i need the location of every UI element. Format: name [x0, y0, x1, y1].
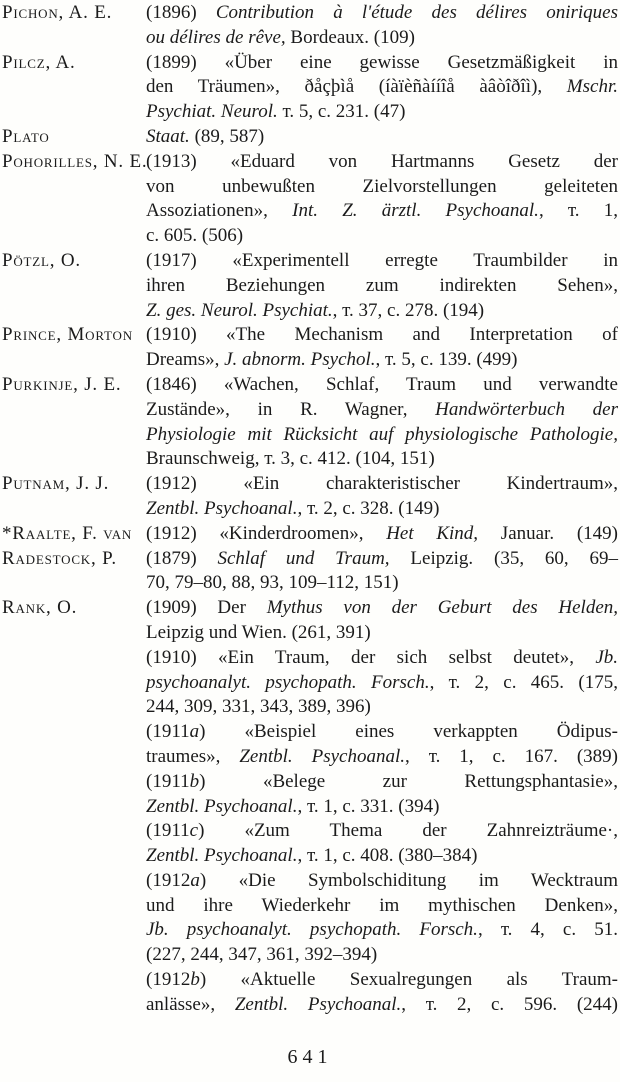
bibliography-entry: [2, 819, 618, 869]
page-number: 641: [287, 1046, 333, 1068]
reference-text-italic: Zentbl. Psychoanal.: [234, 993, 402, 1015]
bibliography-entry: [2, 125, 618, 150]
reference-line: [146, 646, 618, 671]
reference-text: ) «Die Symbolschiditung im Wecktraum: [199, 869, 618, 891]
author-name: Prince, Morton: [2, 324, 133, 346]
reference-text: (227, 244, 347, 361, 392–394): [146, 944, 378, 966]
reference-line: [146, 199, 618, 224]
bibliography-entry: [2, 968, 618, 1018]
reference-line: [146, 621, 618, 646]
reference-text: (1917) «Experimentell erregte Traumbilder in: [146, 249, 618, 271]
reference-line: [146, 522, 618, 547]
reference-text: (1896): [146, 2, 216, 23]
reference-text: Dreams»,: [146, 349, 225, 371]
reference-text: (1911: [146, 820, 190, 842]
reference-line: [146, 745, 618, 770]
reference-line: [146, 224, 618, 249]
reference-text: , т. 2, с. 596. (244): [401, 993, 618, 1015]
reference-line: [146, 75, 618, 100]
reference-text: , т. 37, с. 278. (194): [332, 299, 485, 321]
reference-text: Leipzig und Wien. (261, 391): [146, 621, 371, 643]
reference-text-italic: Zentbl. Psychoanal.: [146, 497, 298, 519]
reference-text: , т. 2, с. 465. (175,: [429, 671, 618, 693]
reference-line: [146, 968, 618, 993]
reference-text-italic: Mschr.: [566, 76, 618, 98]
reference-lines: [146, 125, 618, 150]
reference-lines: [146, 150, 618, 249]
reference-text-italic: a: [189, 721, 200, 743]
reference-text-italic: Staat.: [146, 125, 190, 147]
reference-text-italic: Jb.: [595, 646, 618, 668]
reference-line: [146, 150, 618, 175]
reference-line: [146, 720, 618, 745]
author-name: Radestock, P.: [2, 547, 117, 569]
reference-text: Januar. (149): [478, 522, 618, 544]
reference-lines: [146, 373, 618, 472]
reference-line: [146, 770, 618, 795]
bibliography-entry: [2, 596, 618, 646]
reference-text: (89, 587): [189, 125, 265, 147]
reference-line: [146, 299, 618, 324]
author-name: Pötzl, O.: [2, 249, 81, 271]
reference-text: und ihre Wiederkehr im mythischen Denken»,: [146, 894, 618, 916]
reference-text: (1912) «Kinderdroomen»,: [146, 522, 387, 544]
reference-lines: [146, 51, 618, 125]
bibliography-entry: [2, 646, 618, 720]
reference-line: [146, 993, 618, 1018]
reference-text: (1911: [146, 721, 190, 743]
bibliography-entry: [2, 522, 618, 547]
reference-text-italic: b: [190, 969, 200, 991]
reference-lines: [146, 770, 618, 820]
reference-lines: [146, 819, 618, 869]
reference-text: (1910) «The Mechanism and Interpretation of: [146, 324, 618, 346]
reference-line: [146, 869, 618, 894]
reference-line: [146, 398, 618, 423]
reference-text-italic: c: [189, 820, 199, 842]
reference-line: [146, 274, 618, 299]
reference-text: ) «Zum Thema der Zahnreizträume·,: [198, 820, 618, 842]
reference-text: , т. 5, с. 139. (499): [375, 349, 518, 371]
reference-text: (1846) «Wachen, Schlaf, Traum und verwandte: [146, 373, 618, 395]
reference-lines: [146, 547, 618, 597]
reference-line: [146, 423, 618, 448]
reference-line: [146, 819, 618, 844]
reference-text: den Träumen», ðåçþìå (íàïèñàííîå àâòîðîì),: [146, 76, 567, 98]
reference-text: , т. 1, с. 167. (389): [405, 745, 618, 767]
reference-line: [146, 547, 618, 572]
bibliography-list: [2, 1, 618, 1018]
reference-lines: [146, 720, 618, 770]
bibliography-entry: [2, 249, 618, 323]
reference-line: [146, 323, 618, 348]
reference-text: (1912: [146, 969, 191, 991]
reference-text-italic: Zentbl. Psychoanal.: [146, 845, 298, 867]
reference-text: (1879): [146, 547, 218, 569]
reference-text: Braunschweig, т. 3, с. 412. (104, 151): [146, 448, 435, 470]
reference-text-italic: Het Kind,: [386, 522, 479, 544]
reference-lines: [146, 596, 618, 646]
reference-text: , т. 4, с. 51.: [477, 919, 618, 941]
bibliography-entry: [2, 869, 618, 968]
reference-lines: [146, 323, 618, 373]
reference-text-italic: a: [190, 869, 200, 891]
reference-line: [146, 447, 618, 472]
author-name: Putnam, J. J.: [2, 473, 110, 495]
reference-line: [146, 918, 618, 943]
bibliography-entry: [2, 1, 618, 51]
reference-line: [146, 795, 618, 820]
author-name: Pohorilles, N. E.: [2, 150, 148, 172]
reference-text-italic: Schlaf und Traum,: [217, 547, 390, 569]
reference-text: (1910) «Ein Traum, der sich selbst deutet»,: [146, 646, 596, 668]
reference-text-italic: J. abnorm. Psychol.: [224, 349, 376, 371]
reference-line: [146, 51, 618, 76]
reference-line: [146, 894, 618, 919]
reference-text: ) «Aktuelle Sexualregungen als Traum-: [199, 969, 618, 991]
reference-line: [146, 373, 618, 398]
author-name: Plato: [2, 125, 50, 147]
reference-text: , т. 2, с. 328. (149): [297, 497, 440, 519]
reference-text-italic: Z. ges. Neurol. Psychiat.: [146, 299, 333, 321]
author-name: Pilcz, A.: [2, 51, 76, 73]
reference-text: anlässe»,: [146, 993, 235, 1015]
reference-lines: [146, 968, 618, 1018]
reference-line: [146, 348, 618, 373]
reference-line: [146, 1, 618, 26]
reference-line: [146, 695, 618, 720]
reference-line: [146, 571, 618, 596]
reference-text-italic: Zentbl. Psychoanal.: [239, 745, 406, 767]
reference-line: [146, 943, 618, 968]
reference-line: [146, 100, 618, 125]
author-name: *Raalte, F. van: [2, 522, 133, 544]
reference-line: [146, 844, 618, 869]
author-name: Pichon, A. E.: [2, 2, 113, 23]
reference-text: von unbewußten Zielvorstellungen geleiteten: [146, 175, 618, 197]
reference-text: 70, 79–80, 88, 93, 109–112, 151): [146, 572, 399, 594]
reference-text-italic: Jb. psychoanalyt. psychopath. Forsch.: [146, 919, 478, 941]
reference-text: ihren Beziehungen zum indirekten Sehen»,: [146, 274, 618, 296]
reference-text-italic: b: [189, 770, 200, 792]
reference-text: т. 5, с. 231. (47): [277, 101, 406, 123]
reference-line: [146, 26, 618, 51]
reference-line: [146, 497, 618, 522]
reference-text: (1912: [146, 869, 191, 891]
bibliography-entry: [2, 51, 618, 125]
reference-line: [146, 596, 618, 621]
reference-text: (1911: [146, 770, 190, 792]
bibliography-entry: [2, 373, 618, 472]
reference-text-italic: Contribution à l'étude des délires oniriques: [215, 2, 618, 23]
reference-lines: [146, 522, 618, 547]
reference-lines: [146, 472, 618, 522]
bibliography-entry: [2, 720, 618, 770]
reference-text-italic: Zentbl. Psychoanal.: [146, 795, 298, 817]
reference-text: , т. 1,: [538, 200, 618, 222]
reference-line: [146, 125, 618, 150]
reference-text-italic: ou délires de rêve,: [146, 26, 286, 48]
reference-text: с. 605. (506): [146, 225, 244, 247]
reference-line: [146, 175, 618, 200]
reference-text: Zustände», in R. Wagner,: [146, 398, 436, 420]
reference-text-italic: Physiologie mit Rücksicht auf physiologische Pathologie,: [146, 423, 618, 445]
bibliography-entry: [2, 770, 618, 820]
reference-text: (1912) «Ein charakteristischer Kindertraum»,: [146, 473, 618, 495]
reference-lines: [146, 646, 618, 720]
reference-text: 244, 309, 331, 343, 389, 396): [146, 696, 371, 718]
reference-text-italic: Mythus von der Geburt des Helden,: [266, 597, 619, 619]
reference-line: [146, 671, 618, 696]
reference-text-italic: Psychiat. Neurol.: [146, 101, 278, 123]
reference-lines: [146, 249, 618, 323]
reference-text: Assoziationen»,: [146, 200, 293, 222]
reference-line: [146, 472, 618, 497]
reference-text: (1909) Der: [146, 597, 267, 619]
reference-text-italic: psychoanalyt. psychopath. Forsch.: [146, 671, 430, 693]
reference-text: Bordeaux. (109): [285, 26, 415, 48]
bibliography-entry: [2, 547, 618, 597]
author-name: Rank, O.: [2, 597, 78, 619]
reference-text: Leipzig. (35, 60, 69–: [389, 547, 619, 569]
reference-text: , т. 1, с. 331. (394): [297, 795, 440, 817]
reference-text: traumes»,: [146, 745, 240, 767]
reference-line: [146, 249, 618, 274]
reference-text: (1913) «Eduard von Hartmanns Gesetz der: [146, 150, 618, 172]
reference-lines: [146, 1, 618, 51]
reference-text-italic: Int. Z. ärztl. Psychoanal.: [292, 200, 539, 222]
bibliography-entry: [2, 150, 618, 249]
reference-text: ) «Beispiel eines verkappten Ödipus-: [199, 721, 618, 743]
reference-text-italic: Handwörterbuch der: [435, 398, 618, 420]
bibliography-entry: [2, 472, 618, 522]
reference-lines: [146, 869, 618, 968]
reference-text: , т. 1, с. 408. (380–384): [297, 845, 478, 867]
reference-text: ) «Belege zur Rettungsphantasie»,: [199, 770, 618, 792]
author-name: Purkinje, J. E.: [2, 373, 122, 395]
reference-text: (1899) «Über eine gewisse Gesetzmäßigkeit in: [146, 51, 618, 73]
bibliography-entry: [2, 323, 618, 373]
